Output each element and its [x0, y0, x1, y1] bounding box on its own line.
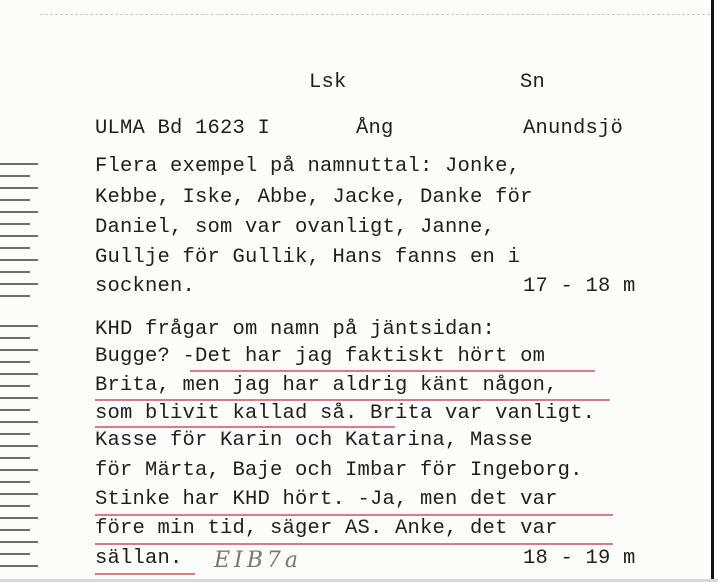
- margin-tick: [0, 505, 30, 507]
- p1-line-2: Kebbe, Iske, Abbe, Jacke, Danke för: [95, 186, 533, 209]
- margin-tick: [0, 235, 38, 237]
- underline-6: [95, 573, 195, 575]
- underline-1: [190, 370, 595, 372]
- underline-2: [95, 399, 610, 401]
- margin-tick: [0, 481, 30, 483]
- p1-line-3: Daniel, som var ovanligt, Janne,: [95, 216, 496, 239]
- underline-4: [95, 514, 613, 516]
- margin-tick: [0, 517, 38, 519]
- margin-tick: [0, 337, 30, 339]
- margin-tick: [0, 385, 30, 387]
- p2-date-range: 18 - 19 m: [523, 547, 636, 570]
- p2-line-9: sällan.: [95, 547, 183, 570]
- margin-tick: [0, 397, 38, 399]
- header-archive-ref: ULMA Bd 1623 I: [95, 117, 271, 140]
- p2-line-7: Stinke har KHD hört. -Ja, men det var: [95, 488, 558, 511]
- p2-line-3: Brita, men jag har aldrig känt någon,: [95, 374, 558, 397]
- margin-tick: [0, 223, 30, 225]
- p2-line-8: före min tid, säger AS. Anke, det var: [95, 517, 558, 540]
- margin-tick: [0, 325, 38, 327]
- header-code-left: Lsk: [309, 71, 347, 94]
- p2-line-1: KHD frågar om namn på jäntsidan:: [95, 318, 496, 341]
- handwritten-note: EIB7a: [214, 548, 303, 573]
- margin-tick: [0, 445, 38, 447]
- margin-tick: [0, 283, 38, 285]
- margin-tick: [0, 175, 30, 177]
- margin-tick: [0, 457, 30, 459]
- p1-line-5: socknen.: [95, 275, 196, 298]
- margin-tick: [0, 469, 38, 471]
- top-dashed-line: [40, 14, 710, 15]
- p2-line-2: Bugge? -Det har jag faktiskt hört om: [95, 345, 546, 368]
- underline-3: [95, 426, 395, 428]
- margin-tick: [0, 493, 38, 495]
- margin-tick: [0, 199, 30, 201]
- margin-tick: [0, 187, 38, 189]
- margin-tick: [0, 247, 30, 249]
- p1-line-1: Flera exempel på namnuttal: Jonke,: [95, 155, 521, 178]
- margin-tick: [0, 259, 38, 261]
- margin-tick: [0, 409, 30, 411]
- margin-tick: [0, 271, 30, 273]
- card-right-edge: [711, 0, 714, 582]
- header-region: Ång: [356, 117, 394, 140]
- margin-tick: [0, 433, 30, 435]
- margin-tick: [0, 349, 38, 351]
- margin-tick: [0, 373, 38, 375]
- margin-tick: [0, 361, 30, 363]
- p2-line-6: för Märta, Baje och Imbar för Ingeborg.: [95, 459, 583, 482]
- margin-tick: [0, 541, 38, 543]
- margin-tick: [0, 565, 38, 567]
- p2-line-5: Kasse för Karin och Katarina, Masse: [95, 429, 533, 452]
- margin-tick: [0, 295, 30, 297]
- margin-tick: [0, 553, 30, 555]
- header-parish: Anundsjö: [523, 117, 624, 140]
- p1-date-range: 17 - 18 m: [523, 275, 636, 298]
- header-code-right: Sn: [520, 71, 546, 94]
- underline-5: [95, 543, 613, 545]
- margin-tick: [0, 163, 38, 165]
- p1-line-4: Gullje för Gullik, Hans fanns en i: [95, 246, 521, 269]
- margin-tick: [0, 529, 30, 531]
- margin-tick: [0, 421, 38, 423]
- p2-line-4: som blivit kallad så. Brita var vanligt.: [95, 402, 596, 425]
- margin-tick: [0, 211, 38, 213]
